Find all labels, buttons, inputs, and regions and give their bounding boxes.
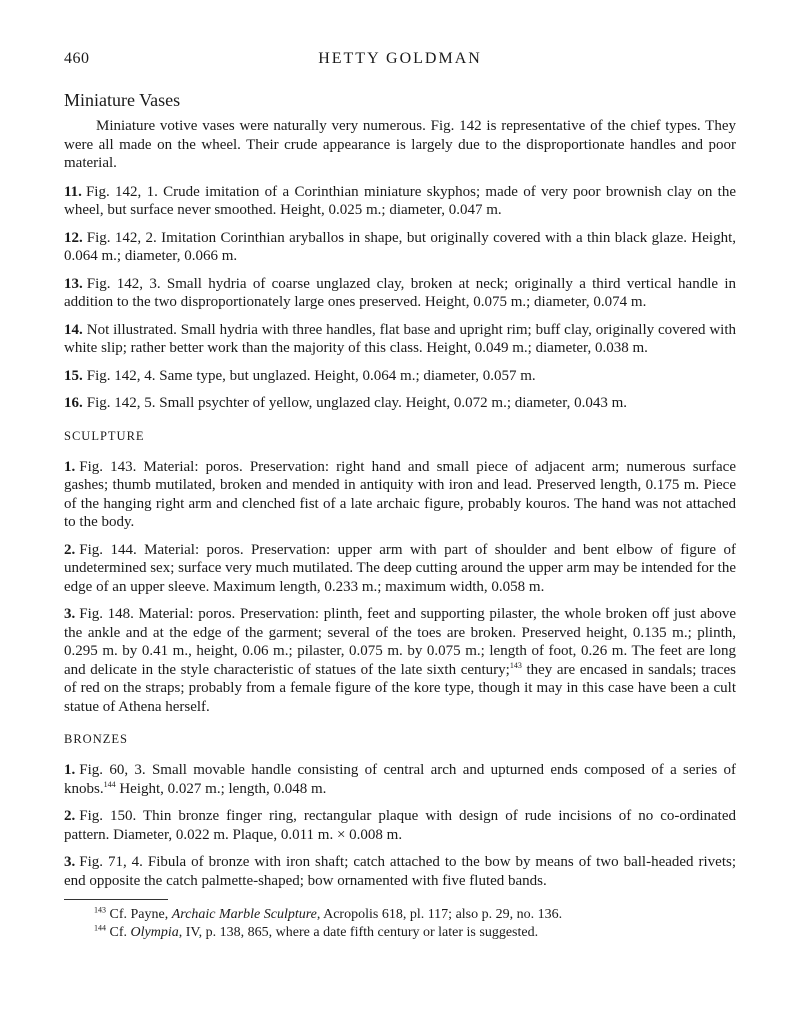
entry-text: Fig. 144. Material: poros. Preservation: upper arm with part of shoulder and bent elbow of figure of undetermined sex; surface very much mutilated. The deep cutting around the upper arm may be intended for the edge of an upper sleeve. Maximum length, 0.233 m.; maximum width, 0.058 m. bbox=[64, 541, 736, 595]
running-head bbox=[64, 46, 736, 72]
entry-text: Fig. 71, 4. Fibula of bronze with iron shaft; catch attached to the bow by means of two ball-headed rivets; end opposite the catch palmette-shaped; bow ornamented with five fluted bands. bbox=[64, 854, 736, 889]
intro-paragraph: Miniature votive vases were naturally very numerous. Fig. 142 is representative of the chief types. They were all made on the wheel. Their crude appearance is largely due to the disproportionate handles and poor material. bbox=[64, 118, 736, 171]
entry-13 bbox=[64, 275, 736, 312]
entry-text-cont: they are encased in sandals; traces of red on the straps; probably from a female figure of the kore type, though it may in this case have been a cult statue of Athena herself. bbox=[64, 661, 736, 715]
entry-number: 12. bbox=[64, 229, 83, 246]
footnote-number: 143 bbox=[94, 905, 106, 915]
entry-text: Fig. 148. Material: poros. Preservation: plinth, feet and supporting pilaster, the whole broken off just above the ankle and at the edge of the garment; several of the toes are broken. Preserved height, 0.135 m.; plinth, 0.295 m. by 0.41 m., height, 0.06 m.; pilaster, 0.075 m. by 0.075 m.; length of foot, 0.26 m. The feet are long and delicate in the style characteristic of statues of the late sixth century; bbox=[64, 606, 736, 678]
entry-text: Not illustrated. Small hydria with three handles, flat base and upright rim; buff clay, originally covered with white slip; rather better work than the majority of this class. Height, 0.049 m.; diameter, 0.038 m. bbox=[64, 321, 736, 356]
sculpture-entry-1 bbox=[64, 458, 736, 532]
entry-text: Fig. 142, 3. Small hydria of coarse unglazed clay, broken at neck; originally a third vertical handle in addition to the two disproportionately large ones preserved. Height, 0.075 m.; diameter, 0.074 m. bbox=[64, 275, 736, 310]
entry-14 bbox=[64, 321, 736, 358]
entry-number: 3. bbox=[64, 606, 76, 622]
footnote-ref-143[interactable]: 143 bbox=[509, 660, 522, 670]
footnote-text: Cf. bbox=[106, 925, 131, 940]
entry-text-cont: Height, 0.027 m.; length, 0.048 m. bbox=[115, 780, 327, 797]
sculpture-entry-2 bbox=[64, 541, 736, 597]
entry-number: 16. bbox=[64, 395, 83, 411]
footnote-text-cont: , IV, p. 138, 865, where a date fifth century or later is suggested. bbox=[178, 925, 539, 940]
entry-text: Fig. 142, 5. Small psychter of yellow, unglazed clay. Height, 0.072 m.; diameter, 0.043 m. bbox=[86, 395, 628, 411]
footnote-title: Archaic Marble Sculpture bbox=[171, 907, 317, 922]
bronze-entry-1 bbox=[64, 761, 736, 798]
entry-text: Fig. 142, 4. Same type, but unglazed. Height, 0.064 m.; diameter, 0.057 m. bbox=[86, 367, 536, 384]
entry-text: Fig. 60, 3. Small movable handle consisting of central arch and upturned ends composed of a series of knobs. bbox=[64, 762, 736, 797]
footnote-number: 144 bbox=[94, 923, 106, 933]
footnote-text-cont: , Acropolis 618, pl. 117; also p. 29, no. 136. bbox=[316, 907, 563, 922]
footnote-143 bbox=[64, 906, 736, 924]
footnote-divider bbox=[64, 899, 168, 900]
footnote-title: Olympia bbox=[130, 925, 179, 940]
entry-number: 3. bbox=[64, 854, 76, 870]
entry-text: Fig. 143. Material: poros. Preservation: right hand and small piece of adjacent arm; numerous surface gashes; thumb mutilated, broken and mended in antiquity with iron and lead. Preserved length, 0.175 m. Piece of the hanging right arm and clenched fist of a late archaic figure, probably kouros. The hand was not attached to the body. bbox=[64, 458, 736, 530]
footnote-text: Cf. Payne, bbox=[106, 907, 172, 922]
entry-number: 14. bbox=[64, 321, 83, 338]
entry-number: 15. bbox=[64, 367, 83, 384]
bronze-entry-2 bbox=[64, 807, 736, 844]
entry-number: 1. bbox=[64, 762, 76, 778]
entry-16 bbox=[64, 394, 736, 413]
entry-number: 2. bbox=[64, 808, 76, 824]
section-title-miniature-vases: Miniature Vases bbox=[64, 90, 181, 110]
bronze-entry-3 bbox=[64, 853, 736, 890]
entry-number: 11. bbox=[64, 183, 82, 200]
footnote-144 bbox=[64, 924, 736, 942]
footnote-ref-144[interactable]: 144 bbox=[103, 779, 116, 789]
entry-text: Fig. 150. Thin bronze finger ring, rectangular plaque with design of rude incisions of no co-ordinated pattern. Diameter, 0.022 m. Plaque, 0.011 m. × 0.008 m. bbox=[64, 808, 736, 843]
entry-12 bbox=[64, 229, 736, 266]
entry-number: 2. bbox=[64, 541, 76, 558]
sculpture-entry-3 bbox=[64, 605, 736, 716]
entry-11 bbox=[64, 183, 736, 220]
section-title-sculpture: SCULPTURE bbox=[64, 428, 145, 443]
entry-number: 13. bbox=[64, 275, 83, 292]
running-title: HETTY GOLDMAN bbox=[318, 50, 482, 67]
entry-15 bbox=[64, 367, 736, 386]
page-number: 460 bbox=[64, 50, 90, 67]
section-title-bronzes: BRONZES bbox=[64, 732, 128, 746]
entry-text: Fig. 142, 2. Imitation Corinthian aryballos in shape, but originally covered with a thin black glaze. Height, 0.064 m.; diameter, 0.066 m. bbox=[64, 229, 736, 264]
entry-number: 1. bbox=[64, 458, 76, 475]
page bbox=[64, 46, 736, 942]
entry-text: Fig. 142, 1. Crude imitation of a Corinthian miniature skyphos; made of very poor brownish clay on the wheel, but surface never smoothed. Height, 0.025 m.; diameter, 0.047 m. bbox=[64, 183, 736, 218]
